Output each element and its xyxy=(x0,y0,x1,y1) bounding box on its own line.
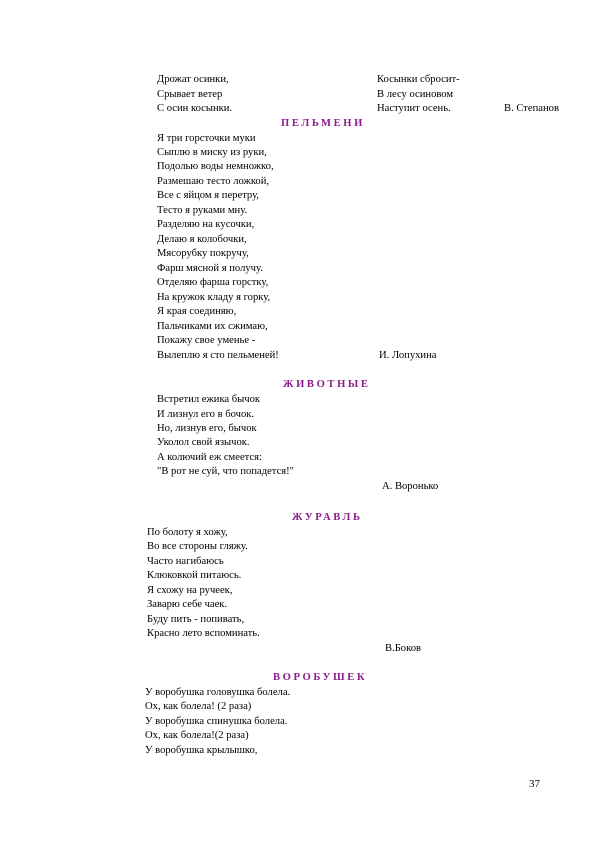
poem1-line: Наступит осень. xyxy=(377,103,451,114)
poem2-line: Все с яйцом я перетру, xyxy=(157,190,259,201)
poem2-line: Мясорубку покручу, xyxy=(157,248,249,259)
poem4-author: В.Боков xyxy=(385,643,422,654)
poem5-line: У воробушка крылышко, xyxy=(145,745,258,756)
poem4-line: Часто нагибаюсь xyxy=(147,556,224,567)
poem4-title: ЖУРАВЛЬ xyxy=(292,512,363,523)
poem1-line: В лесу осиновом xyxy=(377,89,454,100)
poem4-line: Заварю себе чаек. xyxy=(147,599,228,610)
poem4-line: Клюковкой питаюсь. xyxy=(147,570,242,581)
poem4-line: Буду пить - попивать, xyxy=(147,614,245,625)
poem4-line: Во все стороны гляжу. xyxy=(147,541,248,552)
poem2-line: Подолью воды немножко, xyxy=(157,161,274,172)
poem5-line: Ох, как болела!(2 раза) xyxy=(145,730,249,741)
poem2-line: Сыплю в миску из руки, xyxy=(157,147,267,158)
poem2-line: Вылеплю я сто пельменей! xyxy=(157,350,279,361)
poem3-line: Встретил ежика бычок xyxy=(157,394,261,405)
poem3-line: А колючий еж смеется: xyxy=(157,452,262,463)
poem5-line: Ох, как болела! (2 раза) xyxy=(145,701,252,712)
poem3-line: "В рот не суй, что попадется!" xyxy=(157,466,294,477)
poem1-line: Дрожат осинки, xyxy=(157,74,229,85)
poem3-title: ЖИВОТНЫЕ xyxy=(283,379,371,390)
poem1-line: Срывает ветер xyxy=(157,89,223,100)
poem1-author: В. Степанов xyxy=(504,103,559,114)
page-number: 37 xyxy=(529,778,540,790)
poem2-line: На кружок кладу я горку, xyxy=(157,292,271,303)
poem1-line: Косынки сбросит- xyxy=(377,74,460,85)
poem1-line: С осин косынки. xyxy=(157,103,233,114)
poem2-line: Я три горсточки муки xyxy=(157,133,256,144)
poem5-title: ВОРОБУШЕК xyxy=(273,672,368,683)
poem3-line: И лизнул его в бочок. xyxy=(157,409,255,420)
poem2-line: Я края соединяю, xyxy=(157,306,237,317)
poem3-line: Но, лизнув его, бычок xyxy=(157,423,257,434)
poem3-line: Уколол свой язычок. xyxy=(157,437,250,448)
poem2-title: ПЕЛЬМЕНИ xyxy=(281,118,365,129)
poem5-line: У воробушка головушка болела. xyxy=(145,687,291,698)
poem4-line: По болоту я хожу, xyxy=(147,527,228,538)
poem4-line: Я схожу на ручеек, xyxy=(147,585,233,596)
poem3-author: А. Воронько xyxy=(382,481,439,492)
poem2-line: Пальчиками их сжимаю, xyxy=(157,321,268,332)
poem5-line: У воробушка спинушка болела. xyxy=(145,716,288,727)
poem2-line: Делаю я колобочки, xyxy=(157,234,247,245)
poem4-line: Красно лето вспоминать. xyxy=(147,628,260,639)
poem2-line: Покажу свое уменье - xyxy=(157,335,256,346)
poem2-author: И. Лопухина xyxy=(379,350,437,361)
poem2-line: Тесто я руками мну. xyxy=(157,205,248,216)
poem2-line: Разделяю на кусочки, xyxy=(157,219,255,230)
poem2-line: Отделяю фарша горстку, xyxy=(157,277,269,288)
poem2-line: Фарш мясной я получу. xyxy=(157,263,263,274)
poem2-line: Размешаю тесто ложкой, xyxy=(157,176,270,187)
